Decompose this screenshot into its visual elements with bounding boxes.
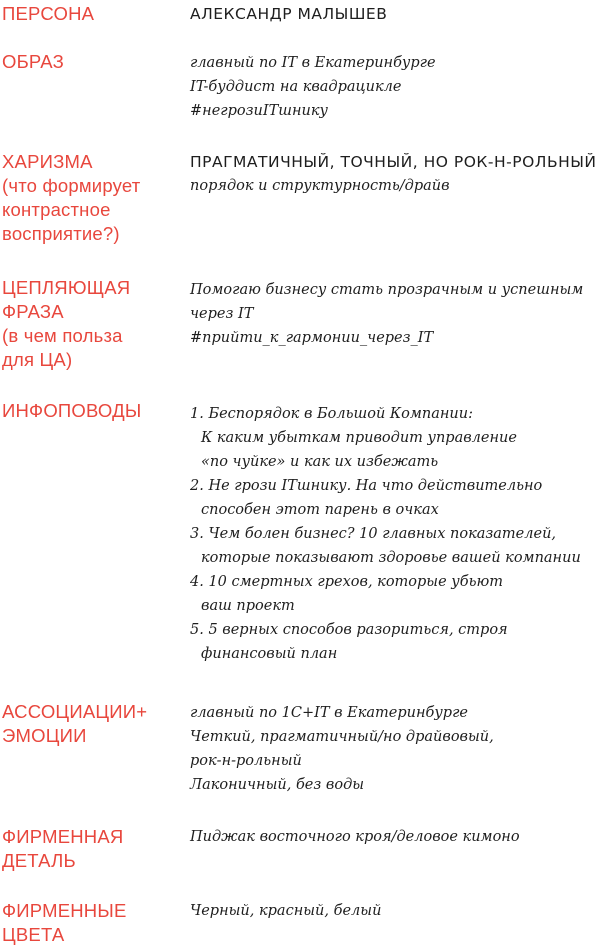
value-cveta: Черный, красный, белый [190,903,382,919]
label-cveta: ФИРМЕННЫЕ ЦВЕТА [2,900,127,945]
value-infopovody: 1. Беспорядок в Большой Компании: К каким убыткам приводит управление «по чуйке» и как их избежать 2. Не грози ITшнику. На что действительно способен этот парень в очках 3. Чем болен бизнес? 10 главных показателей, которые показывают здоровье вашей компании 4. 10 смертных грехов, которые убьют ваш проект 5. 5 верных способов разориться, строя финансовый план [190,402,581,666]
label-associacii: АССОЦИАЦИИ+ ЭМОЦИИ [2,701,148,746]
value-persona [190,2,387,26]
persona-name: АЛЕКСАНДР МАЛЫШЕВ [190,5,388,23]
list-item: 2. Не грози ITшнику. На что действительно [190,478,543,494]
list-item: 3. Чем болен бизнес? 10 главных показателей, [190,526,557,542]
label-harizma: ХАРИЗМА (что формирует контрастное восприятие?) [2,151,141,244]
value-harizma: ПРАГМАТИЧНЫЙ, ТОЧНЫЙ, НО РОК-Н-РОЛЬНЫЙ порядок и структурность/драйв [190,153,597,194]
value-obraz: главный по IT в Екатеринбурге IT-буддист на квадрацикле #негрозиITшнику [190,55,436,119]
label-persona: ПЕРСОНА [2,3,95,24]
value-fraza: Помогаю бизнесу стать прозрачным и успешным через IT #прийти_к_гармонии_через_IT [190,282,584,346]
value-detal: Пиджак восточного кроя/деловое кимоно [190,829,520,845]
label-obraz: ОБРАЗ [2,51,64,72]
list-item: 4. 10 смертных грехов, которые убьют [190,574,503,590]
value-associacii: главный по 1С+IT в Екатеринбурге Четкий, прагматичный/но драйвовый, рок-н-рольный Лаконичный, без воды [190,705,494,793]
label-infopovody: ИНФОПОВОДЫ [2,400,142,421]
list-item: 5. 5 верных способов разориться, строя [190,622,508,638]
label-fraza: ЦЕПЛЯЮЩАЯ ФРАЗА (в чем польза для ЦА) [2,277,131,370]
label-detal: ФИРМЕННАЯ ДЕТАЛЬ [2,826,124,871]
list-item: 1. Беспорядок в Большой Компании: [190,406,473,422]
